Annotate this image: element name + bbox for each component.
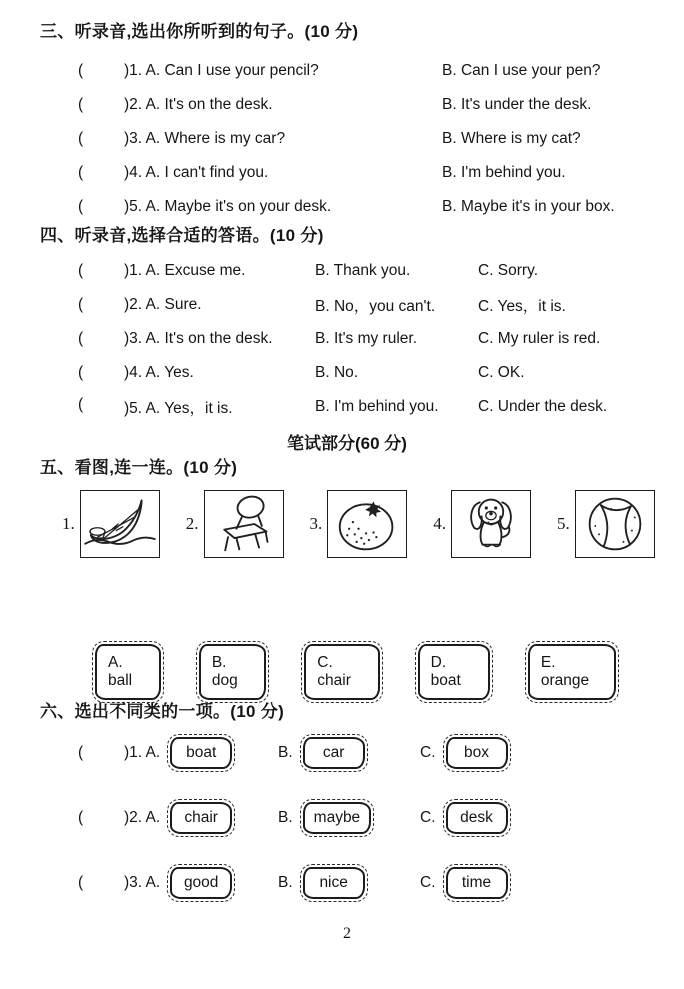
option-b-word: maybe <box>313 809 361 826</box>
option-b-text: B. Thank you. <box>315 262 411 279</box>
answer-label: D. boat <box>430 654 461 689</box>
section3-title: 三、听录音,选出你所听到的句子。(10 分) <box>40 22 359 41</box>
option-b-text: B. Can I use your pen? <box>442 62 601 79</box>
option-c-word: box <box>464 744 489 761</box>
answer-label: E. orange <box>540 654 590 689</box>
s3-question-1 <box>78 54 654 88</box>
question-text: )3. A. It's on the desk. <box>124 330 273 347</box>
answer-bracket: ( <box>78 164 84 181</box>
option-b-text: B. Where is my cat? <box>442 130 581 147</box>
answer-box-c <box>304 644 379 700</box>
section6-title: 六、选出不同类的一项。(10 分) <box>40 702 285 721</box>
option-a-box <box>170 802 232 834</box>
section3-questions <box>78 54 654 224</box>
option-b-text: B. I'm behind you. <box>315 398 439 415</box>
option-c-label: C. <box>420 874 436 891</box>
picture-number: 3. <box>309 514 323 533</box>
option-a-word: boat <box>186 744 217 761</box>
answer-bracket: ( <box>78 96 84 113</box>
question-number: )3. A. <box>124 874 161 891</box>
option-b-text: B. Maybe it's in your box. <box>442 198 615 215</box>
option-c-text: C. My ruler is red. <box>478 330 601 347</box>
s4-question-3 <box>78 322 654 356</box>
option-c-label: C. <box>420 809 436 826</box>
answer-label: B. dog <box>211 654 238 689</box>
s6-question-3 <box>78 860 654 906</box>
section6-questions <box>78 730 654 906</box>
option-c-box <box>446 867 508 899</box>
option-b-box <box>303 802 372 834</box>
s6-question-2 <box>78 795 654 841</box>
question-text: )3. A. Where is my car? <box>124 130 286 147</box>
answer-box-b <box>199 644 266 700</box>
picture-item-chair <box>186 490 284 558</box>
answer-bracket: ( <box>78 130 84 147</box>
section4-questions <box>78 254 654 424</box>
boat-image <box>83 493 157 555</box>
picture-row <box>62 490 654 558</box>
page-number: 2 <box>343 925 351 942</box>
answer-bracket: ( <box>78 396 84 413</box>
option-b-label: B. <box>278 744 293 761</box>
option-b-box <box>303 737 365 769</box>
question-text: )4. A. Yes. <box>124 364 194 381</box>
option-b-label: B. <box>278 809 293 826</box>
option-c-label: C. <box>420 744 436 761</box>
option-b-text: B. It's my ruler. <box>315 330 418 347</box>
option-c-text: C. Yes，it is. <box>478 298 566 315</box>
option-b-word: nice <box>319 874 348 891</box>
answer-label: C. chair <box>317 654 351 689</box>
question-text: )5. A. Yes，it is. <box>124 400 233 417</box>
answer-bracket: ( <box>78 262 84 279</box>
option-b-box <box>303 867 365 899</box>
option-a-box <box>170 867 232 899</box>
picture-box <box>80 490 160 558</box>
picture-box <box>327 490 407 558</box>
ball-image <box>578 493 652 555</box>
question-text: )4. A. I can't find you. <box>124 164 269 181</box>
option-c-word: time <box>461 874 492 891</box>
answer-box-a <box>95 644 161 700</box>
s4-question-5 <box>78 390 654 424</box>
s3-question-2 <box>78 88 654 122</box>
answer-box-d <box>418 644 490 700</box>
s3-question-5 <box>78 190 654 224</box>
answer-bracket: ( <box>78 330 84 347</box>
picture-box <box>575 490 655 558</box>
question-text: )1. A. Can I use your pencil? <box>124 62 319 79</box>
option-c-box <box>446 737 508 769</box>
s3-question-3 <box>78 122 654 156</box>
picture-item-orange <box>310 490 408 558</box>
option-c-text: C. OK. <box>478 364 525 381</box>
picture-item-dog <box>433 490 531 558</box>
chair-image <box>207 493 281 555</box>
s3-question-4 <box>78 156 654 190</box>
option-b-text: B. No，you can't. <box>315 298 436 315</box>
picture-box <box>451 490 531 558</box>
question-number: )1. A. <box>124 744 161 761</box>
answer-bracket: ( <box>78 744 84 761</box>
option-a-box <box>170 737 232 769</box>
option-b-word: car <box>322 744 345 761</box>
question-number: )2. A. <box>124 809 161 826</box>
answer-bracket: ( <box>78 874 84 891</box>
answer-bracket: ( <box>78 198 84 215</box>
option-b-text: B. No. <box>315 364 359 381</box>
answer-bracket: ( <box>78 296 84 313</box>
section4-title: 四、听录音,选择合适的答语。(10 分) <box>40 226 324 245</box>
answer-bracket: ( <box>78 809 84 826</box>
option-c-text: C. Under the desk. <box>478 398 608 415</box>
answer-box-e <box>528 644 616 700</box>
option-c-word: desk <box>460 809 493 826</box>
answer-bracket: ( <box>78 364 84 381</box>
option-a-word: chair <box>184 809 218 826</box>
s4-question-1 <box>78 254 654 288</box>
answer-word-row <box>95 644 654 700</box>
option-c-text: C. Sorry. <box>478 262 538 279</box>
question-text: )5. A. Maybe it's on your desk. <box>124 198 332 215</box>
answer-bracket: ( <box>78 62 84 79</box>
picture-number: 4. <box>433 514 446 533</box>
s4-question-2 <box>78 288 654 322</box>
option-b-text: B. It's under the desk. <box>442 96 592 113</box>
picture-item-ball <box>557 490 655 558</box>
s6-question-1 <box>78 730 654 776</box>
picture-box <box>204 490 284 558</box>
option-b-text: B. I'm behind you. <box>442 164 566 181</box>
picture-number: 2. <box>185 514 199 533</box>
question-text: )1. A. Excuse me. <box>124 262 246 279</box>
dog-image <box>454 493 528 555</box>
option-a-word: good <box>183 874 219 891</box>
s4-question-4 <box>78 356 654 390</box>
picture-item-boat <box>62 490 160 558</box>
question-text: )2. A. Sure. <box>124 296 202 313</box>
section5-title: 五、看图,连一连。(10 分) <box>40 458 238 477</box>
orange-image <box>330 493 404 555</box>
written-part-header: 笔试部分(60 分) <box>287 434 407 453</box>
picture-number: 1. <box>62 514 75 533</box>
option-b-label: B. <box>278 874 293 891</box>
answer-label: A. ball <box>108 654 133 689</box>
option-c-box <box>446 802 508 834</box>
picture-number: 5. <box>557 514 570 533</box>
question-text: )2. A. It's on the desk. <box>124 96 273 113</box>
